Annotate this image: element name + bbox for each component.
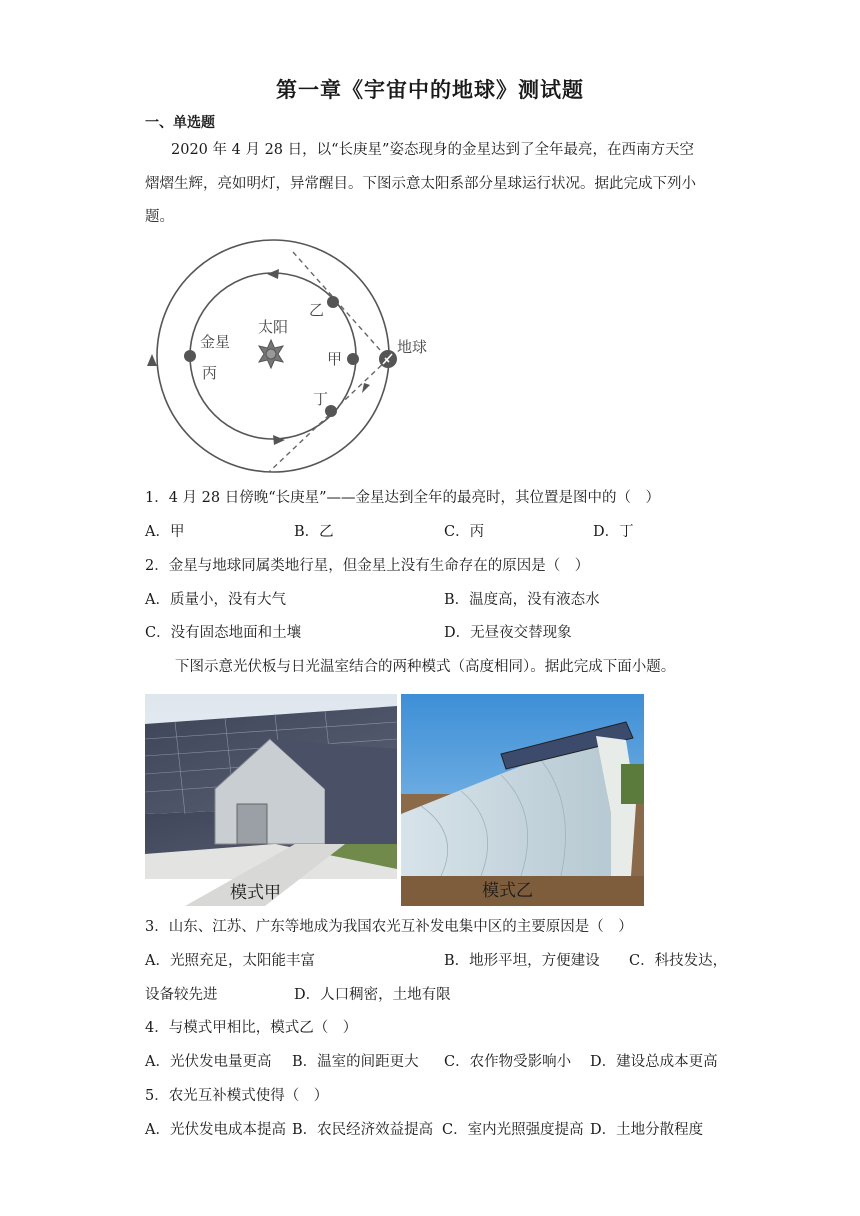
question-3-stem: 3．山东、江苏、广东等地成为我国农光互补发电集中区的主要原因是（ ） bbox=[145, 919, 633, 935]
label-bing: 丙 bbox=[202, 364, 218, 382]
photo-mode-yi bbox=[401, 694, 644, 906]
question-1-option-a[interactable]: A．甲 bbox=[145, 524, 185, 540]
question-1-option-b[interactable]: B．乙 bbox=[294, 524, 334, 540]
question-5-option-b[interactable]: B．农民经济效益提高 bbox=[292, 1122, 434, 1138]
tangent-line-upper bbox=[293, 252, 388, 359]
venus-position-bing bbox=[184, 350, 196, 362]
question-1-option-c[interactable]: C．丙 bbox=[444, 524, 485, 540]
label-jia: 甲 bbox=[327, 350, 343, 368]
section-heading: 一、单选题 bbox=[145, 115, 215, 131]
label-yi: 乙 bbox=[309, 301, 325, 319]
question-1-stem: 1．4 月 28 日傍晚“长庚星”——金星达到全年的最亮时，其位置是图中的（ ） bbox=[145, 490, 661, 506]
solar-system-diagram bbox=[145, 238, 435, 478]
question-2-option-a[interactable]: A．质量小，没有大气 bbox=[145, 592, 286, 608]
question-5-stem: 5．农光互补模式使得（ ） bbox=[145, 1088, 329, 1104]
orbit-arrow-top-icon bbox=[267, 269, 279, 279]
question-5-option-c[interactable]: C．室内光照强度提高 bbox=[442, 1122, 584, 1138]
question-4-option-c[interactable]: C．农作物受影响小 bbox=[444, 1054, 572, 1070]
sun-icon bbox=[259, 340, 283, 368]
question-4-option-a[interactable]: A．光伏发电量更高 bbox=[145, 1054, 272, 1070]
question-2-stem: 2．金星与地球同属类地行星，但金星上没有生命存在的原因是（ ） bbox=[145, 558, 590, 574]
question-4-option-d[interactable]: D．建设总成本更高 bbox=[590, 1054, 718, 1070]
label-ding: 丁 bbox=[313, 390, 329, 408]
intro-line-1: 2020 年 4 月 28 日，以“长庚星”姿态现身的金星达到了全年最亮，在西南方天空 bbox=[171, 142, 694, 158]
caption-mode-yi: 模式乙 bbox=[482, 881, 533, 901]
question-2-option-c[interactable]: C．没有固态地面和土壤 bbox=[145, 625, 302, 641]
question-4-option-b[interactable]: B．温室的间距更大 bbox=[292, 1054, 419, 1070]
question-3-option-d[interactable]: D．人口稠密，土地有限 bbox=[294, 987, 451, 1003]
intro-line-3: 题。 bbox=[145, 209, 174, 225]
label-earth: 地球 bbox=[397, 338, 428, 356]
question-3-option-c[interactable]: C．科技发达， bbox=[629, 953, 728, 969]
photo-mode-jia bbox=[145, 694, 397, 906]
orbit-arrow-bottom-icon bbox=[273, 435, 285, 445]
question-3-option-c-continued: 设备较先进 bbox=[145, 987, 218, 1003]
question-2-option-d[interactable]: D．无昼夜交替现象 bbox=[444, 625, 572, 641]
orbit-arrow-right-icon bbox=[362, 383, 370, 393]
venus-position-jia bbox=[347, 353, 359, 365]
question-1-option-d[interactable]: D．丁 bbox=[593, 524, 634, 540]
label-sun: 太阳 bbox=[258, 318, 289, 336]
label-venus: 金星 bbox=[200, 333, 231, 351]
earth-icon bbox=[379, 350, 397, 368]
page-title: 第一章《宇宙中的地球》测试题 bbox=[276, 78, 584, 102]
question-4-stem: 4．与模式甲相比，模式乙（ ） bbox=[145, 1020, 358, 1036]
venus-position-yi bbox=[327, 296, 339, 308]
question-5-option-d[interactable]: D．土地分散程度 bbox=[590, 1122, 704, 1138]
question-2-option-b[interactable]: B．温度高，没有液态水 bbox=[444, 592, 600, 608]
question-3-option-b[interactable]: B．地形平坦，方便建设 bbox=[444, 953, 600, 969]
orbit-arrow-left-icon bbox=[147, 354, 157, 366]
intro-line-2: 熠熠生辉，亮如明灯，异常醒目。下图示意太阳系部分星球运行状况。据此完成下列小 bbox=[145, 176, 696, 192]
caption-mode-jia: 模式甲 bbox=[230, 883, 281, 903]
intro-2: 下图示意光伏板与日光温室结合的两种模式（高度相同）。据此完成下面小题。 bbox=[175, 659, 676, 675]
question-5-option-a[interactable]: A．光伏发电成本提高 bbox=[145, 1122, 286, 1138]
question-3-option-a[interactable]: A．光照充足，太阳能丰富 bbox=[145, 953, 315, 969]
